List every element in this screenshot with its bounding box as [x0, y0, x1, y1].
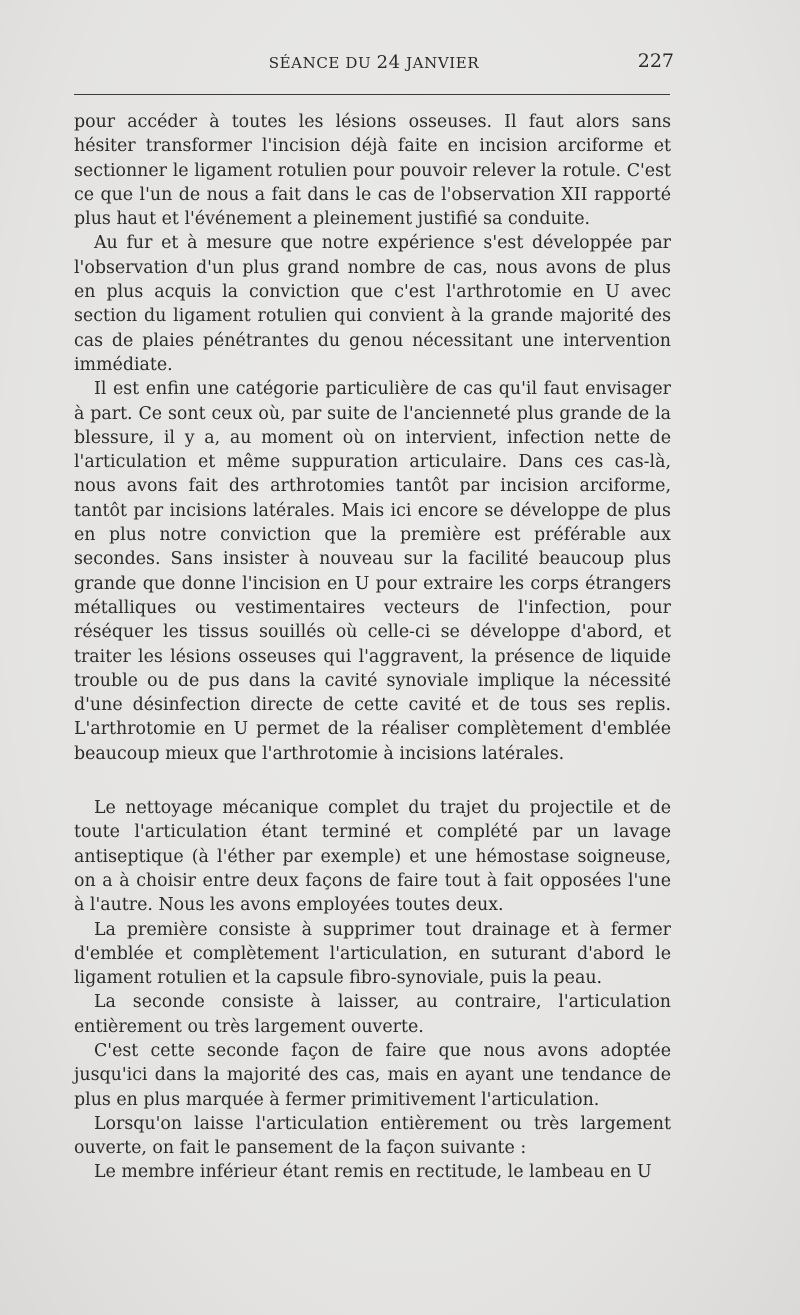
running-title	[74, 52, 674, 73]
page-number: 227	[637, 50, 674, 72]
paragraph: pour accéder à toutes les lésions osseuses. Il faut alors sans hésiter transformer l'incision déjà faite en incision arciforme et sectionner le ligament rotulien pour pouvoir relever la rotule. C'est ce que l'un de nous a fait dans le cas de l'observation XII rapporté plus haut et l'événement a pleinement justifié sa conduite.	[74, 112, 671, 230]
section-gap	[74, 766, 671, 796]
header-rule	[74, 94, 670, 95]
running-title-prefix: SÉANCE DU	[268, 54, 372, 72]
paragraph: Il est enfin une catégorie particulière de cas qu'il faut envisager à part. Ce sont ceux où, par suite de l'ancienneté plus grande de la blessure, il y a, au moment où on intervient, infection nette de l'articulation et même suppuration articulaire. Dans ces cas-là, nous avons fait des arthrotomies tantôt par incision arciforme, tantôt par incisions latérales. Mais ici encore se développe de plus en plus notre conviction que la première est préférable aux secondes. Sans insister à nouveau sur la facilité beaucoup plus grande que donne l'incision en U pour extraire les corps étrangers métalliques ou vestimentaires vecteurs de l'infection, pour réséquer les tissus souillés où celle-ci se développe d'abord, et traiter les lésions osseuses qui l'aggravent, la présence de liquide trouble ou de pus dans la cavité synoviale implique la nécessité d'une désinfection directe de cette cavité et de tous ses replis. L'arthrotomie en U permet de la réaliser complètement d'emblée beaucoup mieux que l'arthrotomie à incisions latérales.	[74, 379, 671, 764]
paragraph: La première consiste à supprimer tout drainage et à fermer d'emblée et complètement l'articulation, en suturant d'abord le ligament rotulien et la capsule fibro-synoviale, puis la peau.	[74, 919, 671, 989]
paragraph: Le membre inférieur étant remis en rectitude, le lambeau en U	[94, 1162, 652, 1183]
paragraph: La seconde consiste à laisser, au contraire, l'articulation entièrement ou très largement ouverte.	[74, 992, 671, 1037]
paragraph: Au fur et à mesure que notre expérience s'est développée par l'observation d'un plus grand nombre de cas, nous avons de plus en plus acquis la conviction que c'est l'arthrotomie en U avec section du ligament rotulien qui convient à la grande majorité des cas de plaies pénétrantes du genou nécessitant une intervention immédiate.	[74, 233, 671, 375]
paragraph: Lorsqu'on laisse l'articulation entièrement ou très largement ouverte, on fait le pansement de la façon suivante :	[74, 1113, 671, 1159]
paragraph: C'est cette seconde façon de faire que nous avons adoptée jusqu'ici dans la majorité des cas, mais en ayant une tendance de plus en plus marquée à fermer primitivement l'articulation.	[74, 1040, 671, 1110]
body-text	[74, 110, 671, 1185]
running-title-suffix: JANVIER	[406, 54, 480, 72]
running-head	[74, 52, 674, 82]
paragraph: Le nettoyage mécanique complet du trajet du projectile et de toute l'articulation étant terminé et complété par un lavage antiseptique (à l'éther par exemple) et une hémostase soigneuse, on a à choisir entre deux façons de faire tout à fait opposées l'une à l'autre. Nous les avons employées toutes deux.	[74, 798, 671, 916]
running-title-day: 24	[376, 52, 401, 73]
